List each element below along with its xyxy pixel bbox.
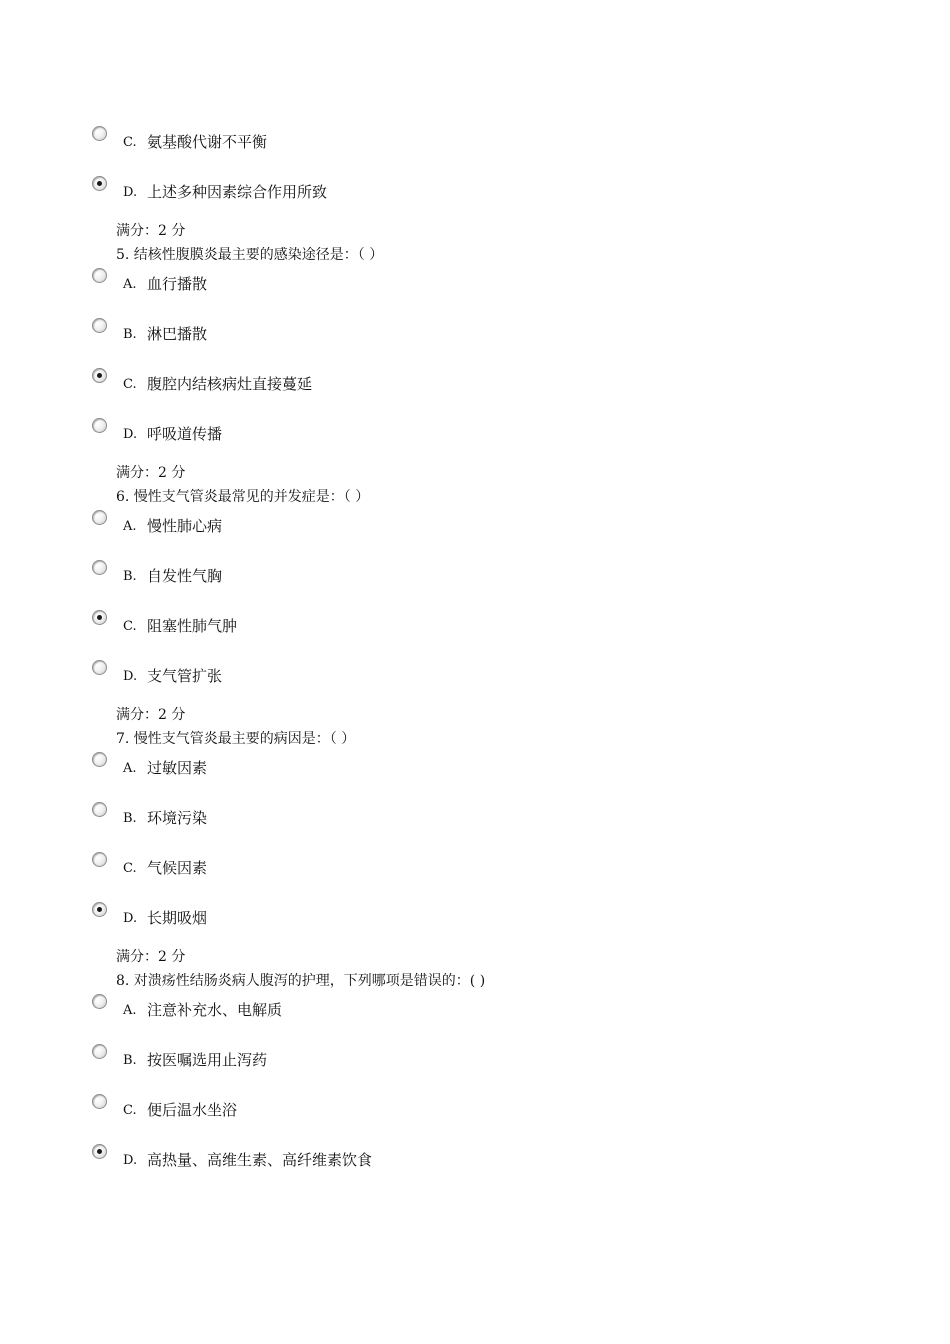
option-letter: A. bbox=[123, 276, 137, 292]
question-text: 5. 结核性腹膜炎最主要的感染途径是：（ ） bbox=[116, 247, 384, 263]
option-text: 血行播散 bbox=[147, 274, 208, 293]
radio-unselected-icon[interactable] bbox=[92, 560, 107, 575]
answer-option[interactable] bbox=[92, 126, 267, 154]
answer-option[interactable] bbox=[92, 902, 207, 930]
radio-unselected-icon[interactable] bbox=[92, 752, 107, 767]
option-letter: B. bbox=[123, 326, 137, 342]
option-text: 过敏因素 bbox=[147, 758, 208, 777]
radio-unselected-icon[interactable] bbox=[92, 510, 107, 525]
score-text: 满分：2 分 bbox=[116, 707, 186, 723]
score-text: 满分：2 分 bbox=[116, 465, 186, 481]
radio-selected-icon[interactable] bbox=[92, 610, 107, 625]
option-letter: D. bbox=[123, 426, 138, 442]
option-text: 环境污染 bbox=[147, 808, 208, 827]
option-letter: D. bbox=[123, 668, 138, 684]
answer-option[interactable] bbox=[92, 852, 207, 880]
radio-selected-icon[interactable] bbox=[92, 902, 107, 917]
option-letter: B. bbox=[123, 810, 137, 826]
radio-unselected-icon[interactable] bbox=[92, 994, 107, 1009]
radio-selected-icon[interactable] bbox=[92, 176, 107, 191]
answer-option[interactable] bbox=[92, 560, 222, 588]
radio-unselected-icon[interactable] bbox=[92, 126, 107, 141]
option-text: 长期吸烟 bbox=[147, 908, 208, 927]
option-letter: D. bbox=[123, 184, 138, 200]
option-text: 气候因素 bbox=[147, 858, 208, 877]
option-letter: B. bbox=[123, 568, 137, 584]
answer-option[interactable] bbox=[92, 510, 222, 538]
option-text: 淋巴播散 bbox=[147, 324, 208, 343]
radio-selected-icon[interactable] bbox=[92, 368, 107, 383]
radio-unselected-icon[interactable] bbox=[92, 852, 107, 867]
option-text: 慢性肺心病 bbox=[147, 516, 223, 535]
option-letter: B. bbox=[123, 1052, 137, 1068]
radio-unselected-icon[interactable] bbox=[92, 268, 107, 283]
option-text: 高热量、高维生素、高纤维素饮食 bbox=[147, 1150, 373, 1169]
answer-option[interactable] bbox=[92, 418, 222, 446]
option-letter: C. bbox=[123, 618, 137, 634]
option-letter: C. bbox=[123, 860, 137, 876]
score-text: 满分：2 分 bbox=[116, 949, 186, 965]
option-letter: D. bbox=[123, 1152, 138, 1168]
option-letter: C. bbox=[123, 1102, 137, 1118]
answer-option[interactable] bbox=[92, 176, 327, 204]
radio-unselected-icon[interactable] bbox=[92, 802, 107, 817]
question-text: 8. 对溃疡性结肠炎病人腹泻的护理，下列哪项是错误的：( ) bbox=[116, 973, 486, 989]
option-text: 按医嘱选用止泻药 bbox=[147, 1050, 268, 1069]
answer-option[interactable] bbox=[92, 1094, 237, 1122]
answer-option[interactable] bbox=[92, 318, 207, 346]
option-letter: A. bbox=[123, 760, 137, 776]
option-letter: C. bbox=[123, 134, 137, 150]
option-letter: A. bbox=[123, 1002, 137, 1018]
answer-option[interactable] bbox=[92, 752, 207, 780]
answer-option[interactable] bbox=[92, 802, 207, 830]
option-letter: C. bbox=[123, 376, 137, 392]
answer-option[interactable] bbox=[92, 610, 237, 638]
option-text: 便后温水坐浴 bbox=[147, 1100, 238, 1119]
answer-option[interactable] bbox=[92, 994, 282, 1022]
answer-option[interactable] bbox=[92, 268, 207, 296]
score-text: 满分：2 分 bbox=[116, 223, 186, 239]
option-text: 腹腔内结核病灶直接蔓延 bbox=[147, 374, 313, 393]
answer-option[interactable] bbox=[92, 1044, 267, 1072]
question-text: 7. 慢性支气管炎最主要的病因是：（ ） bbox=[116, 731, 356, 747]
option-letter: A. bbox=[123, 518, 137, 534]
option-letter: D. bbox=[123, 910, 138, 926]
radio-selected-icon[interactable] bbox=[92, 1144, 107, 1159]
radio-unselected-icon[interactable] bbox=[92, 660, 107, 675]
option-text: 氨基酸代谢不平衡 bbox=[147, 132, 268, 151]
answer-option[interactable] bbox=[92, 660, 222, 688]
radio-unselected-icon[interactable] bbox=[92, 1044, 107, 1059]
answer-option[interactable] bbox=[92, 368, 312, 396]
option-text: 上述多种因素综合作用所致 bbox=[147, 182, 328, 201]
option-text: 呼吸道传播 bbox=[147, 424, 223, 443]
option-text: 支气管扩张 bbox=[147, 666, 223, 685]
radio-unselected-icon[interactable] bbox=[92, 1094, 107, 1109]
option-text: 注意补充水、电解质 bbox=[147, 1000, 283, 1019]
answer-option[interactable] bbox=[92, 1144, 372, 1172]
radio-unselected-icon[interactable] bbox=[92, 418, 107, 433]
radio-unselected-icon[interactable] bbox=[92, 318, 107, 333]
question-text: 6. 慢性支气管炎最常见的并发症是：（ ） bbox=[116, 489, 370, 505]
option-text: 阻塞性肺气肿 bbox=[147, 616, 238, 635]
option-text: 自发性气胸 bbox=[147, 566, 223, 585]
